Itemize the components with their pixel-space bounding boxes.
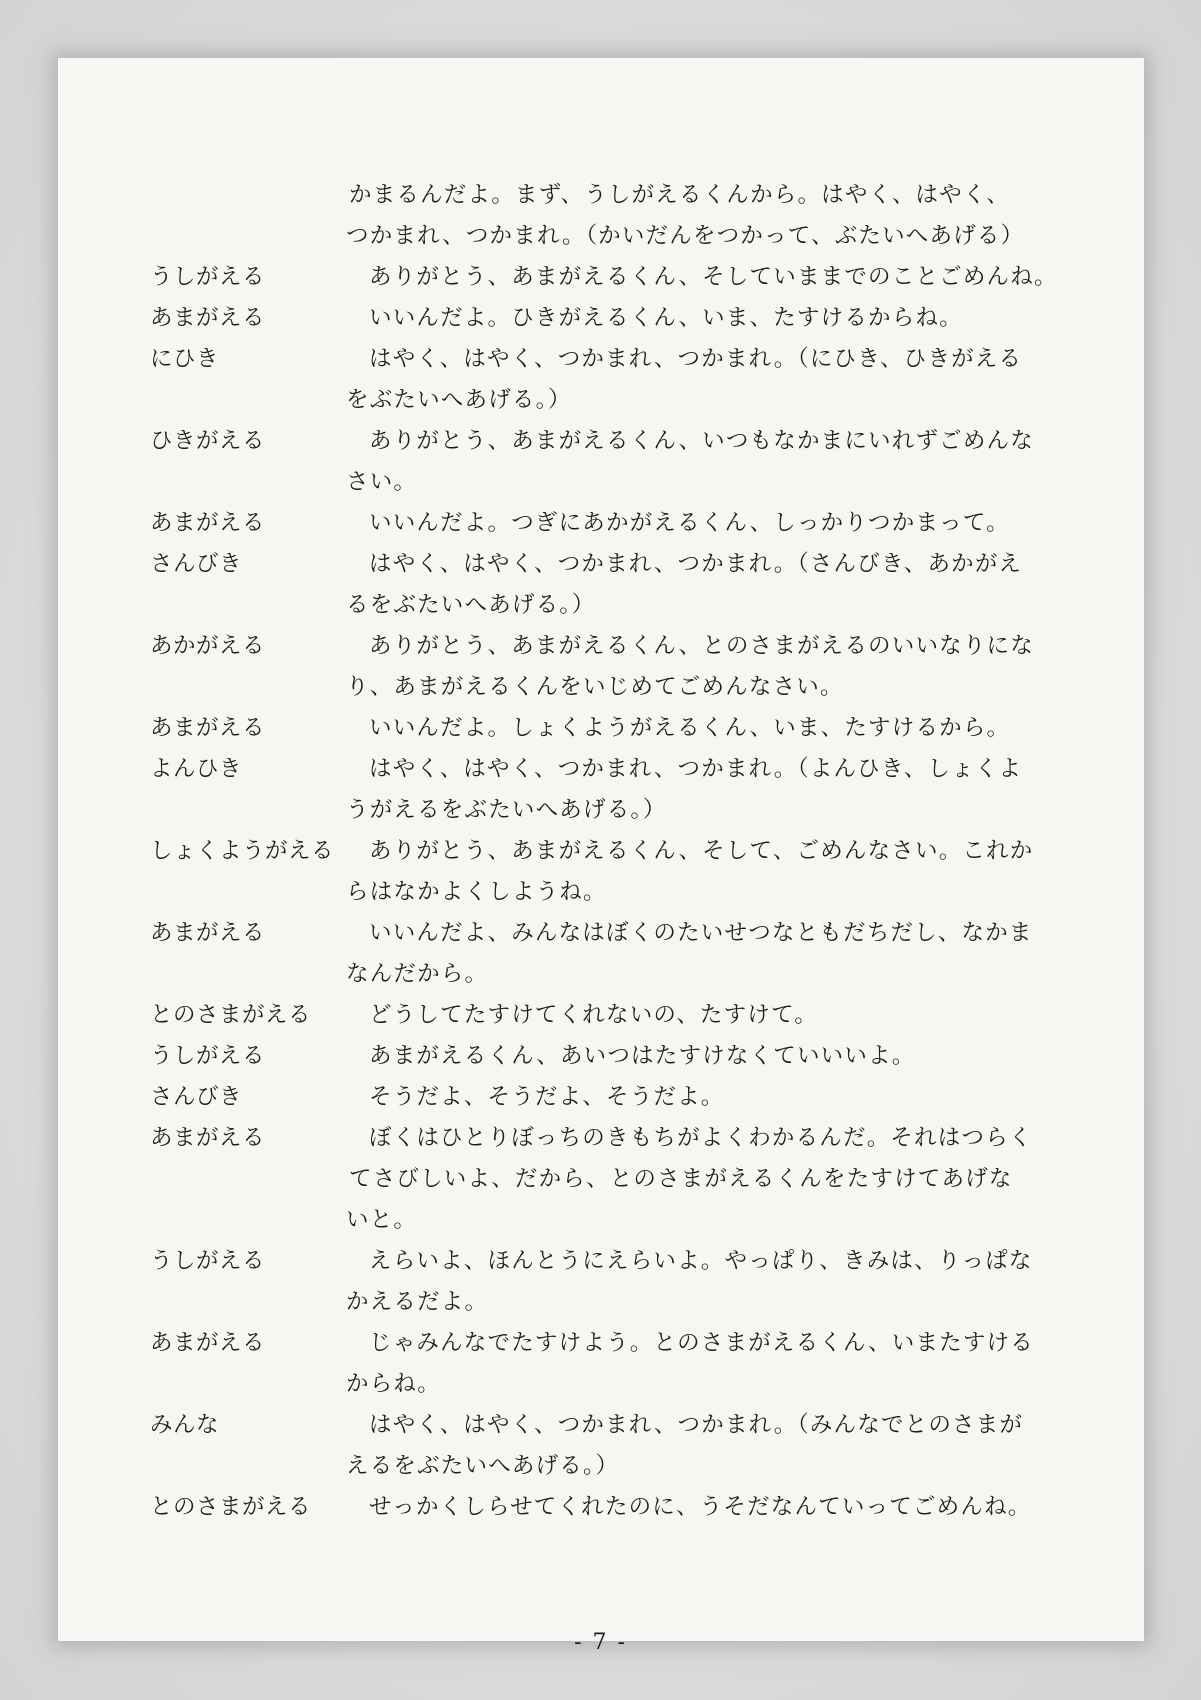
- speech-line: いいんだよ、みんなはぼくのたいせつなともだちだし、なかま: [369, 920, 1033, 946]
- speech-line: り、あまがえるくんをいじめてごめんなさい。: [346, 674, 844, 700]
- speech: [346, 421, 1050, 503]
- script-row: [150, 421, 1050, 503]
- script-row: [150, 1405, 1050, 1487]
- play-script: [150, 175, 1058, 1528]
- speaker-name: あまがえる: [150, 1125, 266, 1151]
- speech: [346, 1036, 1050, 1077]
- speech-line: かえるだよ。: [346, 1289, 489, 1315]
- speech-line: かまるんだよ。まず、うしがえるくんから。はやく、はやく、: [349, 182, 1010, 208]
- speech: [346, 1323, 1050, 1405]
- script-row: [150, 1036, 1050, 1077]
- script-row: [150, 995, 1050, 1036]
- speech-line: ぼくはひとりぼっちのきもちがよくわかるんだ。それはつらく: [369, 1125, 1033, 1151]
- script-row: [150, 257, 1058, 298]
- speech-line: どうしてたすけてくれないの、たすけて。: [369, 1002, 818, 1028]
- speech-line: るをぶたいへあげる。）: [346, 592, 596, 618]
- speech: [346, 708, 1050, 749]
- speaker-name: あまがえる: [150, 1330, 266, 1356]
- speaker-name: あまがえる: [150, 510, 266, 536]
- speech: [346, 339, 1050, 421]
- speech-line: はやく、はやく、つかまれ、つかまれ。（みんなでとのさまが: [369, 1412, 1024, 1438]
- speech-line: ありがとう、あまがえるくん、そしていままでのことごめんね。: [369, 264, 1058, 290]
- page-number: - 7 -: [574, 1630, 627, 1655]
- script-row: [150, 626, 1050, 708]
- speaker-name: うしがえる: [150, 264, 266, 290]
- speaker-name: みんな: [150, 1412, 220, 1438]
- speech: [346, 298, 1050, 339]
- script-row: [150, 831, 1050, 913]
- speaker-name: しょくようがえる: [150, 838, 335, 864]
- script-row: [150, 298, 1050, 339]
- speech-line: ありがとう、あまがえるくん、そして、ごめんなさい。これか: [369, 838, 1034, 864]
- speech-line: いと。: [346, 1207, 418, 1233]
- speech-line: はやく、はやく、つかまれ、つかまれ。（にひき、ひきがえる: [369, 346, 1023, 372]
- speech: [346, 831, 1050, 913]
- speech-line: をぶたいへあげる。）: [346, 387, 572, 413]
- speaker-name: うしがえる: [150, 1043, 266, 1069]
- speech-line: あまがえるくん、あいつはたすけなくていいいよ。: [369, 1043, 916, 1069]
- speech: [346, 503, 1050, 544]
- speaker-name: さんびき: [150, 551, 243, 577]
- speech: [346, 1077, 1050, 1118]
- speech: [346, 995, 1050, 1036]
- speech-line: ありがとう、あまがえるくん、いつもなかまにいれずごめんな: [369, 428, 1034, 454]
- speaker-name: うしがえる: [150, 1248, 266, 1274]
- speech-line: そうだよ、そうだよ、そうだよ。: [369, 1084, 725, 1110]
- speech-line: いいんだよ。しょくようがえるくん、いま、たすけるから。: [369, 715, 1011, 741]
- speech-line: せっかくしらせてくれたのに、うそだなんていってごめんね。: [369, 1494, 1032, 1520]
- speaker-name: あまがえる: [150, 715, 266, 741]
- speech-line: いいんだよ。ひきがえるくん、いま、たすけるからね。: [369, 305, 963, 331]
- speech: [346, 1241, 1050, 1323]
- speaker-name: あかがえる: [150, 633, 266, 659]
- script-row: [150, 1118, 1050, 1241]
- speech-line: てさびしいよ、だから、とのさまがえるくんをたすけてあげな: [349, 1166, 1013, 1192]
- speech-line: うがえるをぶたいへあげる。）: [346, 797, 667, 823]
- speech-line: ありがとう、あまがえるくん、とのさまがえるのいいなりにな: [369, 633, 1034, 659]
- speech: [346, 175, 1050, 257]
- speech: [346, 544, 1050, 626]
- script-row: [150, 749, 1050, 831]
- speaker-name: にひき: [150, 346, 220, 372]
- script-row: [150, 339, 1050, 421]
- speech-line: はやく、はやく、つかまれ、つかまれ。（さんびき、あかがえ: [369, 551, 1023, 577]
- speaker-name: とのさまがえる: [150, 1002, 312, 1028]
- script-row: [150, 503, 1050, 544]
- speech: [346, 1405, 1050, 1487]
- speaker-name: あまがえる: [150, 305, 266, 331]
- speech-line: なんだから。: [346, 961, 489, 987]
- speech-line: えるをぶたいへあげる。）: [346, 1453, 620, 1479]
- speech-line: いいんだよ。つぎにあかがえるくん、しっかりつかまって。: [369, 510, 1010, 536]
- script-row: [150, 544, 1050, 626]
- script-row: [150, 1323, 1050, 1405]
- script-row: [150, 913, 1050, 995]
- speech-line: つかまれ、つかまれ。（かいだんをつかって、ぶたいへあげる）: [346, 223, 1025, 249]
- speech-line: からね。: [346, 1371, 441, 1397]
- speech-line: じゃみんなでたすけよう。とのさまがえるくん、いまたすける: [369, 1330, 1034, 1356]
- speech-line: さい。: [346, 469, 418, 495]
- script-row: [150, 175, 1050, 257]
- speech-line: えらいよ、ほんとうにえらいよ。やっぱり、きみは、りっぱな: [369, 1248, 1033, 1274]
- script-row: [150, 1241, 1050, 1323]
- script-row: [150, 708, 1050, 749]
- speech: [346, 749, 1050, 831]
- speaker-name: とのさまがえる: [150, 1494, 312, 1520]
- speech: [346, 1487, 1050, 1528]
- speaker-name: さんびき: [150, 1084, 243, 1110]
- speech: [346, 257, 1058, 298]
- speech: [346, 626, 1050, 708]
- speech-line: はやく、はやく、つかまれ、つかまれ。（よんひき、しょくよ: [369, 756, 1023, 782]
- speech: [346, 913, 1050, 995]
- speaker-name: あまがえる: [150, 920, 266, 946]
- script-row: [150, 1487, 1050, 1528]
- speech: [346, 1118, 1050, 1241]
- speaker-name: [150, 175, 346, 216]
- speaker-name: ひきがえる: [150, 428, 266, 454]
- script-row: [150, 1077, 1050, 1118]
- speaker-name: よんひき: [150, 756, 243, 782]
- speech-line: らはなかよくしようね。: [346, 879, 607, 905]
